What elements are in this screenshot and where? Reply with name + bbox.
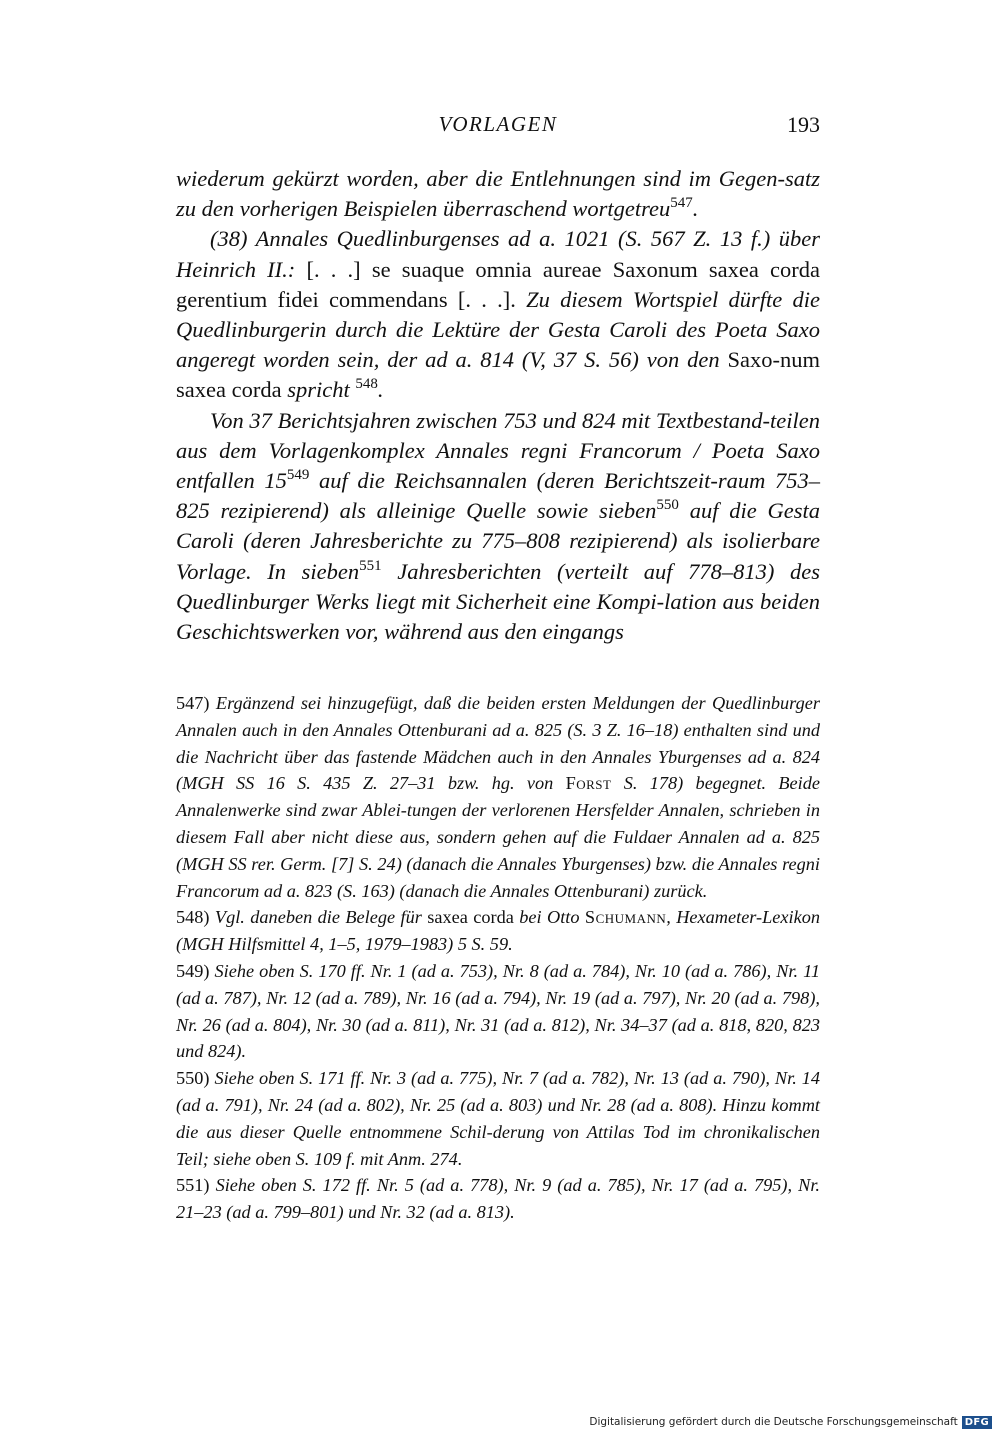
footnote-text: Vgl. daneben die Belege für xyxy=(209,907,428,928)
footnote-text: bei Otto xyxy=(513,907,585,928)
footnote-number: 550) xyxy=(176,1068,210,1089)
main-text xyxy=(176,164,820,647)
paragraph-text: spricht xyxy=(281,377,356,403)
footnote-text: , Hexameter-Lexikon (MGH Hilfsmittel 4, 1–5, 1979–1983) 5 S. 59. xyxy=(176,907,821,955)
paragraph-1 xyxy=(176,164,820,224)
paragraph-3 xyxy=(176,406,820,648)
paragraph-text: . xyxy=(692,196,699,222)
paragraph-text: Jahresberichten (verteilt auf 778–813) des Quedlinburger Werks liegt mit Sicherheit eine Kompi-lation aus beiden Geschichtswerken vor, während aus den eingangs xyxy=(176,558,821,645)
paragraph-2 xyxy=(176,224,820,405)
latin-quote: Saxo-num saxea corda xyxy=(176,347,820,403)
paragraph-text: . xyxy=(377,377,384,403)
paragraph-text: wiederum gekürzt worden, aber die Entlehnungen sind im Gegen-satz zu den vorherigen Beispielen überraschend wortgetreu xyxy=(176,166,820,222)
footnote-548 xyxy=(176,904,820,958)
paragraph-text: auf die Reichsannalen (deren Berichtszeit-raum 753–825 rezipierend) als alleinige Quelle sowie sieben xyxy=(176,468,821,524)
digitization-credit xyxy=(589,1413,992,1431)
paragraph-text: Zu diesem Wortspiel dürfte die Quedlinburgerin durch die Lektüre der Gesta Caroli des Poeta Saxo angeregt worden sein, der ad a. 814 (V, 37 S. 56) von den xyxy=(176,286,820,373)
footnote-number: 551) xyxy=(176,1175,210,1196)
footnote-ref-551[interactable]: 551 xyxy=(359,557,382,574)
digitization-text: Digitalisierung gefördert durch die Deutsche Forschungsgemeinschaft xyxy=(589,1416,958,1428)
footnotes xyxy=(176,690,820,1226)
latin-quote: saxea corda xyxy=(427,907,514,928)
running-head xyxy=(176,112,820,144)
dfg-logo-icon: DFG xyxy=(962,1416,992,1429)
footnote-551 xyxy=(176,1172,820,1226)
footnote-text: S. 178) begegnet. Beide Annalenwerke sind zwar Ablei-tungen der verlorenen Hersfelder Annalen, schrieben in diesem Fall aber nicht diese aus, sondern gehen auf die Fuldaer Annalen ad a. 825 (MGH SS rer. Germ. [7] S. 24) (danach die Annales Yburgenses) bzw. die Annales regni Francorum ad a. 823 (S. 163) (danach die Annales Ottenburani) zurück. xyxy=(176,773,820,901)
footnote-ref-548[interactable]: 548 xyxy=(355,376,378,393)
footnote-text: Ergänzend sei hinzugefügt, daß die beiden ersten Meldungen der Quedlinburger Annalen auch in den Annales Ottenburani ad a. 825 (S. 3 Z. 16–18) enthalten sind und die Nachricht über das fastende Mädchen auch in den Annales Yburgenses ad a. 824 (MGH SS 16 S. 435 Z. 27–31 bzw. hg. von xyxy=(176,693,820,794)
paragraph-text: auf die Gesta Caroli (deren Jahresberichte zu 775–808 rezipierend) als isolierbare Vorlage. In sieben xyxy=(176,498,820,584)
footnote-ref-547[interactable]: 547 xyxy=(670,195,693,212)
footnote-text: Siehe oben S. 170 ff. Nr. 1 (ad a. 753), Nr. 8 (ad a. 784), Nr. 10 (ad a. 786), Nr. 11 (ad a. 787), Nr. 12 (ad a. 789), Nr. 16 (ad a. 794), Nr. 19 (ad a. 797), Nr. 20 (ad a. 798), Nr. 26 (ad a. 804), Nr. 30 (ad a. 811), Nr. 31 (ad a. 812), Nr. 34–37 (ad a. 818, 820, 823 und 824). xyxy=(176,960,820,1062)
footnote-549 xyxy=(176,958,820,1065)
author-name: Schumann xyxy=(584,907,667,928)
running-title: VORLAGEN xyxy=(438,112,558,136)
paragraph-text: Von 37 Berichtsjahren zwischen 753 und 824 mit Textbestand-teilen aus dem Vorlagenkomplex Annales regni Francorum / Poeta Saxo entfallen 15 xyxy=(176,407,820,494)
footnote-ref-550[interactable]: 550 xyxy=(656,497,679,514)
page-number: 193 xyxy=(787,112,820,137)
footnote-number: 548) xyxy=(176,907,210,928)
paragraph-text: (38) Annales Quedlinburgenses ad a. 1021 (S. 567 Z. 13 f.) über Heinrich II.: xyxy=(176,226,820,282)
author-name: Forst xyxy=(565,773,612,794)
latin-quote: [. . .] se suaque omnia aureae Saxonum saxea corda gerentium fidei commendans [. . .]. xyxy=(176,256,820,312)
footnote-number: 549) xyxy=(176,960,210,981)
footnote-ref-549[interactable]: 549 xyxy=(286,467,310,484)
footnote-text: Siehe oben S. 171 ff. Nr. 3 (ad a. 775), Nr. 7 (ad a. 782), Nr. 13 (ad a. 790), Nr. 14 (ad a. 791), Nr. 24 (ad a. 802), Nr. 25 (ad a. 803) und Nr. 28 (ad a. 808). Hinzu kommt die aus dieser Quelle entnommene Schil-derung von Attilas Tod im chronikalischen Teil; siehe oben S. 109 f. mit Anm. 274. xyxy=(176,1068,820,1169)
footnote-547 xyxy=(176,690,820,904)
footnote-550 xyxy=(176,1065,820,1172)
footnote-text: Siehe oben S. 172 ff. Nr. 5 (ad a. 778), Nr. 9 (ad a. 785), Nr. 17 (ad a. 795), Nr. 21–23 (ad a. 799–801) und Nr. 32 (ad a. 813). xyxy=(176,1175,820,1223)
footnote-number: 547) xyxy=(176,693,210,713)
